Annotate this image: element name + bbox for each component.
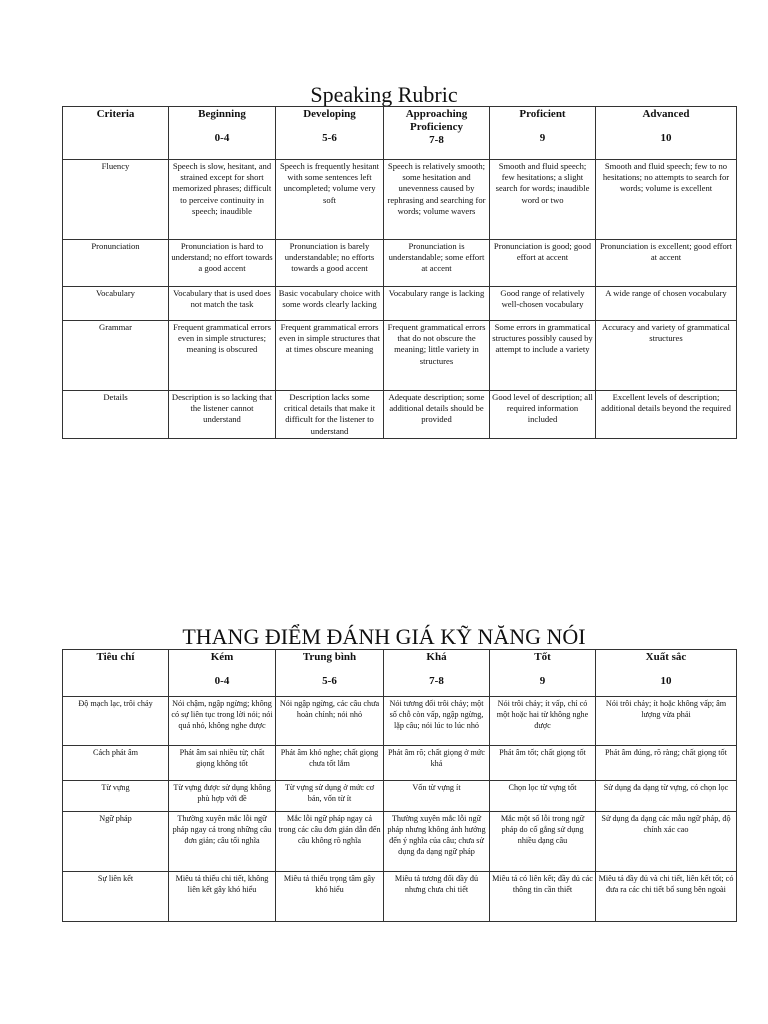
table-cell: Từ vựng được sử dụng không phù hợp với đề bbox=[169, 781, 276, 812]
table-cell: Excellent levels of description; additional details beyond the required bbox=[596, 391, 737, 439]
table-cell: Sử dụng đa dạng các mẫu ngữ pháp, độ chính xác cao bbox=[596, 812, 737, 872]
header-tot: Tốt 9 bbox=[490, 650, 596, 697]
speaking-rubric-table bbox=[62, 106, 737, 439]
table-cell: Pronunciation is barely understandable; no efforts towards a good accent bbox=[276, 240, 384, 287]
table-cell: Pronunciation is hard to understand; no effort towards a good accent bbox=[169, 240, 276, 287]
table-row bbox=[63, 697, 737, 746]
table-cell: Thường xuyên mắc lỗi ngữ pháp nhưng không ảnh hưởng đến ý nghĩa của câu; chưa sử dụng đa dạng ngữ pháp bbox=[384, 812, 490, 872]
criterion-grammar: Grammar bbox=[63, 321, 169, 391]
criterion-pronunciation: Pronunciation bbox=[63, 240, 169, 287]
table-row bbox=[63, 746, 737, 781]
criterion-ngu-phap: Ngữ pháp bbox=[63, 812, 169, 872]
table-cell: Smooth and fluid speech; few to no hesitations; no attempts to search for words; volume is excellent bbox=[596, 160, 737, 240]
table-cell: Vốn từ vựng ít bbox=[384, 781, 490, 812]
header-kha: Khá 7-8 bbox=[384, 650, 490, 697]
criterion-su-lien-ket: Sự liên kết bbox=[63, 872, 169, 922]
table-cell: Chọn lọc từ vựng tốt bbox=[490, 781, 596, 812]
table-cell: Speech is relatively smooth; some hesitation and unevenness caused by rephrasing and searching for words; volume wavers bbox=[384, 160, 490, 240]
table-cell: Miêu tả tương đối đầy đủ nhưng chưa chi tiết bbox=[384, 872, 490, 922]
table-cell: Frequent grammatical errors that do not obscure the meaning; little variety in structures bbox=[384, 321, 490, 391]
criterion-details: Details bbox=[63, 391, 169, 439]
header-row bbox=[63, 107, 737, 160]
vietnamese-rubric-table bbox=[62, 649, 737, 922]
table-cell: Phát âm tốt; chất giọng tốt bbox=[490, 746, 596, 781]
table-cell: Frequent grammatical errors even in simple structures; meaning is obscured bbox=[169, 321, 276, 391]
table-cell: Miêu tả đầy đủ và chi tiết, liên kết tốt; có đưa ra các chi tiết bổ sung bên ngoài bbox=[596, 872, 737, 922]
table-cell: Phát âm sai nhiều từ; chất giọng không tốt bbox=[169, 746, 276, 781]
header-criteria: Criteria bbox=[63, 107, 169, 160]
header-beginning: Beginning 0-4 bbox=[169, 107, 276, 160]
table-cell: Nói ngập ngừng, các câu chưa hoàn chỉnh; nói nhỏ bbox=[276, 697, 384, 746]
table-cell: Speech is slow, hesitant, and strained except for short memorized phrases; difficult to perceive continuity in speech; inaudible bbox=[169, 160, 276, 240]
header-row bbox=[63, 650, 737, 697]
table-row bbox=[63, 872, 737, 922]
rubric-title-english: Speaking Rubric bbox=[310, 82, 458, 107]
table-row bbox=[63, 321, 737, 391]
table-cell: Nói tương đối trôi chảy; một số chỗ còn vấp, ngập ngừng, lặp câu; nói lúc to lúc nhỏ bbox=[384, 697, 490, 746]
criterion-do-mach-lac: Độ mạch lạc, trôi chảy bbox=[63, 697, 169, 746]
table-cell: A wide range of chosen vocabulary bbox=[596, 287, 737, 321]
criterion-tu-vung: Từ vựng bbox=[63, 781, 169, 812]
table-cell: Pronunciation is excellent; good effort at accent bbox=[596, 240, 737, 287]
table-cell: Phát âm khó nghe; chất giọng chưa tốt lắm bbox=[276, 746, 384, 781]
table-cell: Some errors in grammatical structures possibly caused by attempt to include a variety bbox=[490, 321, 596, 391]
table-row bbox=[63, 287, 737, 321]
table-row bbox=[63, 812, 737, 872]
table-cell: Good level of description; all required information included bbox=[490, 391, 596, 439]
table-cell: Vocabulary that is used does not match the task bbox=[169, 287, 276, 321]
table-cell: Mắc một số lỗi trong ngữ pháp do cố gắng sử dụng nhiều dạng câu bbox=[490, 812, 596, 872]
table-cell: Nói trôi chảy; ít vấp, chỉ có một hoặc hai từ không nghe được bbox=[490, 697, 596, 746]
table-cell: Từ vựng sử dụng ở mức cơ bản, vốn từ ít bbox=[276, 781, 384, 812]
table-row bbox=[63, 160, 737, 240]
header-proficient: Proficient 9 bbox=[490, 107, 596, 160]
table-cell: Mắc lỗi ngữ pháp ngay cả trong các câu đơn giản dẫn đến câu không rõ nghĩa bbox=[276, 812, 384, 872]
criterion-cach-phat-am: Cách phát âm bbox=[63, 746, 169, 781]
table-cell: Description is so lacking that the listener cannot understand bbox=[169, 391, 276, 439]
table-cell: Nói chậm, ngập ngừng; không có sự liên tục trong lời nói; nói quá nhỏ, không nghe được bbox=[169, 697, 276, 746]
criterion-vocabulary: Vocabulary bbox=[63, 287, 169, 321]
header-developing: Developing 5-6 bbox=[276, 107, 384, 160]
table-cell: Vocabulary range is lacking bbox=[384, 287, 490, 321]
table-cell: Good range of relatively well-chosen vocabulary bbox=[490, 287, 596, 321]
rubric-title-vietnamese: THANG ĐIỂM ĐÁNH GIÁ KỸ NĂNG NÓI bbox=[182, 624, 586, 649]
table-cell: Speech is frequently hesitant with some sentences left uncompleted; volume very soft bbox=[276, 160, 384, 240]
criterion-fluency: Fluency bbox=[63, 160, 169, 240]
table-cell: Miêu tả thiếu chi tiết, không liên kết gây khó hiểu bbox=[169, 872, 276, 922]
table-cell: Pronunciation is good; good effort at accent bbox=[490, 240, 596, 287]
table-cell: Pronunciation is understandable; some effort at accent bbox=[384, 240, 490, 287]
table-cell: Phát âm đúng, rõ ràng; chất giọng tốt bbox=[596, 746, 737, 781]
table-row bbox=[63, 781, 737, 812]
table-cell: Adequate description; some additional details should be provided bbox=[384, 391, 490, 439]
table-cell: Thường xuyên mắc lỗi ngữ pháp ngay cả trong những câu đơn giản; câu tối nghĩa bbox=[169, 812, 276, 872]
header-xuat-sac: Xuất sắc 10 bbox=[596, 650, 737, 697]
table-cell: Description lacks some critical details that make it difficult for the listener to understand bbox=[276, 391, 384, 439]
table-cell: Miêu tả thiếu trọng tâm gây khó hiểu bbox=[276, 872, 384, 922]
table-row bbox=[63, 391, 737, 439]
header-approaching: Approaching Proficiency 7-8 bbox=[384, 107, 490, 160]
header-advanced: Advanced 10 bbox=[596, 107, 737, 160]
header-trung-binh: Trung bình 5-6 bbox=[276, 650, 384, 697]
table-cell: Accuracy and variety of grammatical structures bbox=[596, 321, 737, 391]
table-cell: Sử dụng đa dạng từ vựng, có chọn lọc bbox=[596, 781, 737, 812]
table-row bbox=[63, 240, 737, 287]
table-cell: Nói trôi chảy; ít hoặc không vấp; âm lượng vừa phải bbox=[596, 697, 737, 746]
header-kem: Kém 0-4 bbox=[169, 650, 276, 697]
table-cell: Smooth and fluid speech; few hesitations; a slight search for words; inaudible word or two bbox=[490, 160, 596, 240]
table-cell: Phát âm rõ; chất giọng ở mức khá bbox=[384, 746, 490, 781]
table-cell: Miêu tả có liên kết; đầy đủ các thông tin cần thiết bbox=[490, 872, 596, 922]
header-tieu-chi: Tiêu chí bbox=[63, 650, 169, 697]
table-cell: Basic vocabulary choice with some words clearly lacking bbox=[276, 287, 384, 321]
table-cell: Frequent grammatical errors even in simple structures that at times obscure meaning bbox=[276, 321, 384, 391]
